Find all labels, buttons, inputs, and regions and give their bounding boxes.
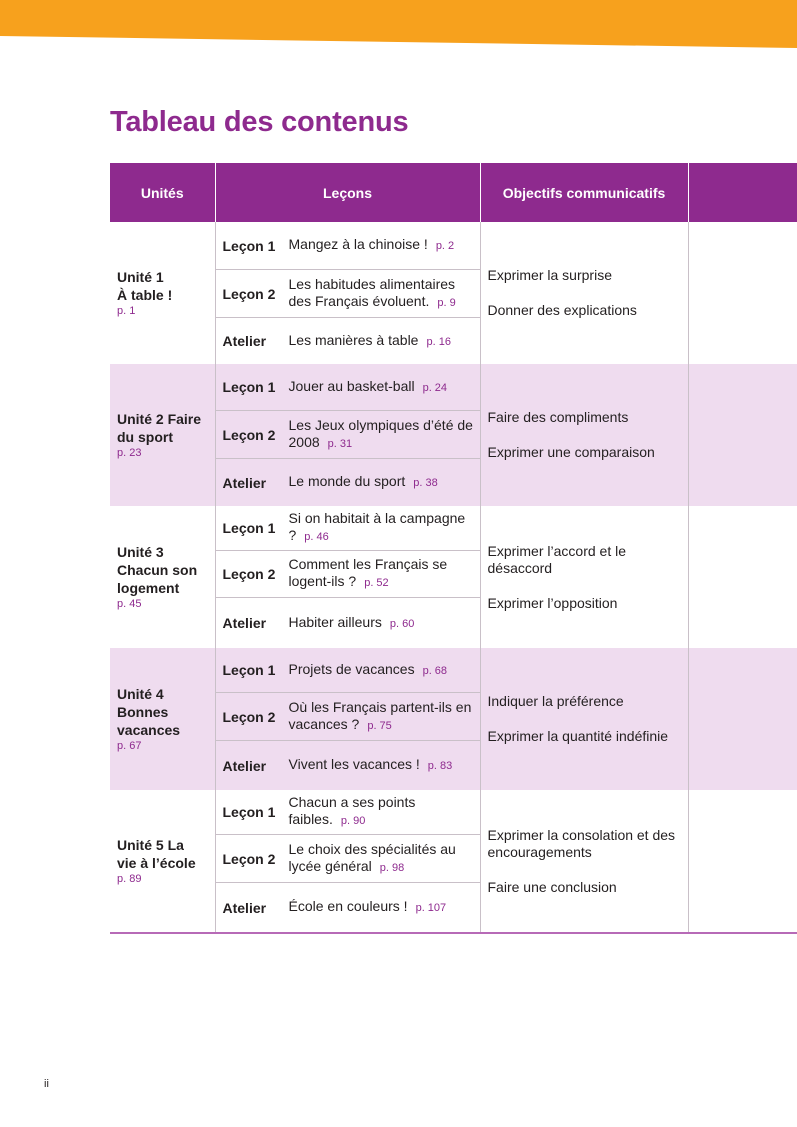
lesson-title: Le monde du sport [288, 473, 406, 489]
lesson-page-ref: p. 31 [327, 437, 353, 450]
objective-item: Exprimer la quantité indéfinie [487, 728, 669, 744]
lesson-item [216, 790, 480, 835]
lesson-item [216, 693, 480, 741]
table-end-rule [110, 932, 797, 934]
lesson-item [216, 411, 480, 459]
contents-table [110, 163, 797, 932]
lesson-type: Leçon 2 [222, 850, 276, 867]
unit-row [110, 222, 797, 364]
header-lessons: Leçons [215, 163, 480, 222]
lesson-title-block [289, 510, 480, 546]
lesson-type: Atelier [222, 333, 267, 349]
lesson-type: Leçon 2 [222, 708, 276, 725]
lesson-page-ref: p. 68 [422, 664, 448, 677]
unit-name-line: logement [117, 580, 180, 596]
blank-cell [688, 506, 797, 648]
lesson-page-ref: p. 9 [437, 296, 456, 309]
lesson-title: Les Jeux olympiques d’été de 2008 [288, 416, 473, 450]
objective-item: Faire une conclusion [487, 878, 617, 895]
lesson-item [216, 364, 480, 411]
lessons-cell [215, 364, 480, 506]
lesson-title: Chacun a ses points faibles. [288, 794, 416, 827]
page-title: Tableau des contenus [110, 106, 409, 138]
lesson-type: Leçon 1 [222, 379, 276, 395]
lesson-item [216, 222, 480, 270]
lesson-type: Atelier [222, 899, 267, 916]
objective-item: Exprimer la consolation et des encouragements [487, 826, 676, 860]
lesson-item [216, 459, 480, 506]
unit-page-ref: p. 89 [117, 873, 142, 885]
lesson-page-ref: p. 107 [415, 902, 447, 914]
lesson-title-block [289, 699, 480, 735]
lesson-type: Atelier [222, 757, 267, 774]
lesson-title: École en couleurs ! [288, 898, 408, 914]
lesson-item [216, 551, 480, 598]
blank-cell [688, 222, 797, 364]
objective-item: Donner des explications [487, 302, 637, 318]
unit-page-ref: p. 67 [117, 740, 142, 752]
unit-name-line: À table ! [117, 287, 173, 303]
lesson-page-ref: p. 83 [427, 760, 453, 772]
lesson-title-block [289, 756, 480, 775]
lesson-title-block [289, 378, 480, 397]
lesson-title: Où les Français partent-ils en vacances ? [288, 698, 472, 732]
lesson-page-ref: p. 98 [379, 861, 405, 874]
objectives-cell [480, 790, 688, 932]
objective-item: Exprimer l’opposition [487, 594, 618, 611]
lesson-item [216, 883, 480, 932]
lesson-type: Leçon 1 [222, 520, 276, 536]
unit-name-line: Unité 3 [117, 544, 164, 560]
lesson-title: Les manières à table [288, 331, 419, 348]
header-objectives: Objectifs communicatifs [480, 163, 688, 222]
lesson-title: Habiter ailleurs [288, 613, 382, 630]
lesson-title-block [289, 841, 480, 877]
unit-name-line: vacances [117, 722, 181, 738]
lesson-title-block [289, 794, 480, 830]
objectives-cell [480, 364, 688, 506]
unit-name-line: Unité 4 [117, 686, 164, 702]
objective-item: Exprimer la surprise [487, 267, 612, 283]
lesson-page-ref: p. 38 [413, 477, 438, 489]
unit-name-line: du sport [117, 429, 173, 445]
lesson-type: Leçon 1 [222, 662, 276, 678]
objective-item: Indiquer la préférence [487, 693, 624, 709]
lesson-item [216, 598, 480, 648]
lesson-type: Leçon 1 [222, 237, 276, 254]
lesson-type: Leçon 2 [222, 566, 276, 582]
header-blank [688, 163, 797, 222]
page-number: ii [44, 1078, 49, 1090]
lesson-title-block [289, 417, 480, 453]
lesson-title-block [289, 236, 480, 255]
unit-name-line: Unité 2 Faire [117, 411, 202, 427]
lesson-item [216, 318, 480, 364]
lesson-page-ref: p. 24 [422, 381, 448, 394]
lessons-cell [215, 790, 480, 932]
lesson-item [216, 270, 480, 318]
lesson-title-block [289, 614, 480, 633]
lesson-type: Leçon 1 [222, 804, 276, 820]
lesson-title-block [289, 898, 480, 917]
unit-cell [110, 222, 215, 364]
orange-header-band [0, 0, 797, 50]
blank-cell [688, 648, 797, 790]
lesson-title: Jouer au basket-ball [288, 377, 415, 394]
lesson-title-block [289, 661, 480, 680]
lessons-cell [215, 648, 480, 790]
unit-name-line: Unité 1 [117, 269, 164, 285]
lesson-page-ref: p. 75 [367, 719, 392, 732]
contents-body [110, 222, 797, 932]
lesson-page-ref: p. 60 [389, 617, 415, 630]
unit-page-ref: p. 23 [117, 447, 142, 459]
objectives-cell [480, 222, 688, 364]
unit-row [110, 790, 797, 932]
lesson-title-block [289, 332, 480, 351]
objective-item: Faire des compliments [487, 409, 629, 425]
lessons-cell [215, 506, 480, 648]
lesson-title: Si on habitait à la campagne ? [288, 510, 466, 543]
blank-cell [688, 790, 797, 932]
objective-item: Exprimer l’accord et le désaccord [487, 542, 626, 576]
lessons-cell [215, 222, 480, 364]
objective-item: Exprimer une comparaison [487, 444, 655, 460]
lesson-title-block [289, 556, 480, 592]
unit-cell [110, 364, 215, 506]
header-units: Unités [110, 163, 215, 222]
unit-cell [110, 648, 215, 790]
lesson-item [216, 506, 480, 551]
unit-name-line: Bonnes [117, 704, 169, 720]
unit-name-line: Unité 5 La [117, 837, 184, 853]
blank-cell [688, 364, 797, 506]
lesson-title: Mangez à la chinoise ! [288, 236, 428, 252]
unit-name-line: Chacun son [117, 562, 198, 578]
lesson-title-block [289, 473, 480, 492]
unit-row [110, 648, 797, 790]
lesson-item [216, 648, 480, 693]
unit-name-line: vie à l’école [117, 855, 196, 871]
lesson-item [216, 835, 480, 883]
lesson-page-ref: p. 46 [304, 531, 329, 543]
lesson-type: Leçon 2 [222, 426, 276, 443]
lesson-type: Atelier [222, 615, 267, 631]
lesson-title-block [289, 276, 480, 312]
objectives-cell [480, 648, 688, 790]
unit-row [110, 364, 797, 506]
lesson-type: Leçon 2 [222, 285, 276, 302]
objectives-cell [480, 506, 688, 648]
lesson-page-ref: p. 52 [364, 577, 389, 589]
lesson-page-ref: p. 90 [340, 815, 366, 827]
unit-page-ref: p. 45 [117, 598, 142, 610]
unit-cell [110, 790, 215, 932]
lesson-title: Le choix des spécialités au lycée général [288, 840, 456, 874]
lesson-page-ref: p. 16 [426, 335, 451, 348]
header-row [110, 163, 797, 222]
lesson-title: Les habitudes alimentaires des Français évoluent. [288, 275, 456, 309]
unit-row [110, 506, 797, 648]
lesson-title: Comment les Français se logent-ils ? [288, 556, 448, 589]
lesson-type: Atelier [222, 474, 267, 491]
unit-cell [110, 506, 215, 648]
unit-page-ref: p. 1 [117, 305, 136, 317]
lesson-item [216, 741, 480, 790]
lesson-page-ref: p. 2 [435, 240, 455, 252]
lesson-title: Vivent les vacances ! [288, 756, 420, 772]
lesson-title: Projets de vacances [288, 660, 415, 677]
